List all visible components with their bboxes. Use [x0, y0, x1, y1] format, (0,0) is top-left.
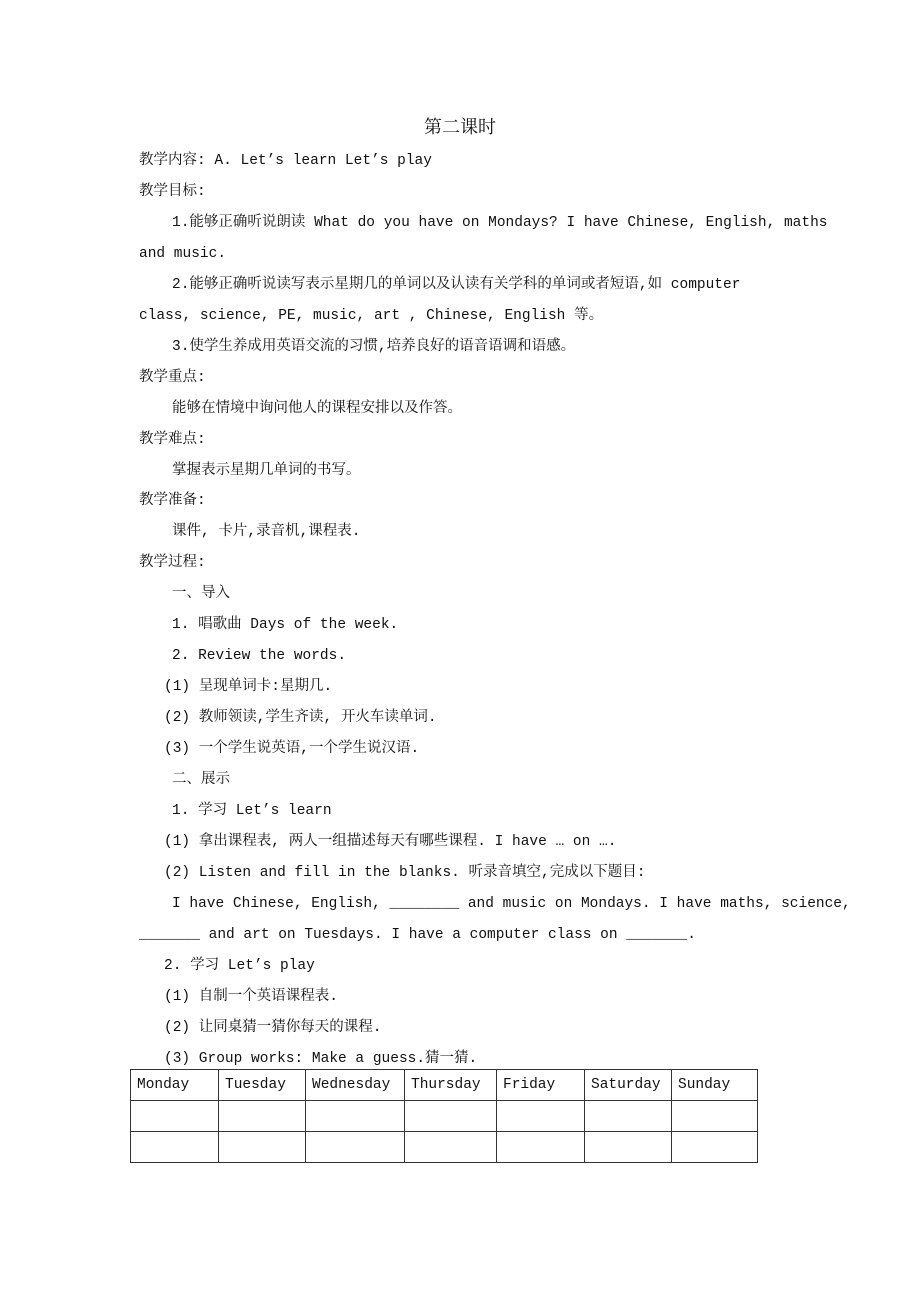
text-line: 一、导入	[172, 586, 230, 603]
table-cell	[585, 1132, 672, 1163]
table-cell	[405, 1101, 497, 1132]
text-line: 2. 学习 Let’s play	[164, 957, 315, 974]
text-line: (1) 拿出课程表, 两人一组描述每天有哪些课程. I have … on ….	[164, 833, 617, 850]
table-cell	[131, 1101, 219, 1132]
text-line: 教学过程:	[139, 555, 206, 572]
document-title: 第二课时	[424, 117, 496, 138]
table-header-cell: Wednesday	[306, 1070, 405, 1101]
table-row	[131, 1132, 758, 1163]
table-cell	[497, 1101, 585, 1132]
text-line: 2.能够正确听说读写表示星期几的单词以及认读有关学科的单词或者短语,如 computer	[172, 276, 741, 293]
text-line: 能够在情境中询问他人的课程安排以及作答。	[172, 400, 462, 417]
text-line: (2) 让同桌猜一猜你每天的课程.	[164, 1019, 382, 1036]
text-line: 课件, 卡片,录音机,课程表.	[172, 524, 361, 541]
table-cell	[131, 1132, 219, 1163]
table-cell	[306, 1132, 405, 1163]
text-line: _______ and art on Tuesdays. I have a computer class on _______.	[139, 926, 696, 943]
text-line: 1.能够正确听说朗读 What do you have on Mondays? I have Chinese, English, maths	[172, 214, 828, 231]
text-line: 2. Review the words.	[172, 648, 347, 665]
table-cell	[672, 1132, 758, 1163]
table-header-cell: Thursday	[405, 1070, 497, 1101]
text-line: 1. 学习 Let’s learn	[172, 802, 332, 819]
table-header-cell: Monday	[131, 1070, 219, 1101]
table-header-row	[131, 1070, 758, 1101]
text-line: 教学重点:	[139, 369, 206, 386]
table-cell	[306, 1101, 405, 1132]
text-line: (3) 一个学生说英语,一个学生说汉语.	[164, 741, 420, 758]
table-row	[131, 1101, 758, 1132]
text-line: and music.	[139, 245, 227, 262]
table-cell	[405, 1132, 497, 1163]
text-line: (1) 呈现单词卡:星期几.	[164, 679, 333, 696]
text-line: 教学准备:	[139, 493, 206, 510]
text-line: 二、展示	[172, 772, 230, 788]
table-header-cell: Saturday	[585, 1070, 672, 1101]
text-line: (1) 自制一个英语课程表.	[164, 988, 339, 1005]
text-line: class, science, PE, music, art , Chinese, English 等。	[139, 307, 604, 324]
text-line: 教学目标:	[139, 183, 206, 200]
text-line: 1. 唱歌曲 Days of the week.	[172, 617, 399, 634]
text-line: 教学内容: A. Let’s learn Let’s play	[139, 153, 432, 169]
table-cell	[672, 1101, 758, 1132]
text-line: 掌握表示星期几单词的书写。	[172, 462, 361, 479]
text-line: 3.使学生养成用英语交流的习惯,培养良好的语音语调和语感。	[172, 338, 576, 355]
schedule-table	[130, 1069, 758, 1163]
table-cell	[497, 1132, 585, 1163]
text-line: (2) 教师领读,学生齐读, 开火车读单词.	[164, 710, 437, 727]
table-header-cell: Sunday	[672, 1070, 758, 1101]
text-line: 教学难点:	[139, 431, 206, 448]
text-line: I have Chinese, English, ________ and music on Mondays. I have maths, science,	[172, 895, 851, 912]
text-line: (2) Listen and fill in the blanks. 听录音填空,完成以下题目:	[164, 864, 646, 881]
table-cell	[219, 1101, 306, 1132]
table-header-cell: Friday	[497, 1070, 585, 1101]
text-line: (3) Group works: Make a guess.猜一猜.	[164, 1050, 478, 1067]
table-cell	[585, 1101, 672, 1132]
table-cell	[219, 1132, 306, 1163]
table-header-cell: Tuesday	[219, 1070, 306, 1101]
